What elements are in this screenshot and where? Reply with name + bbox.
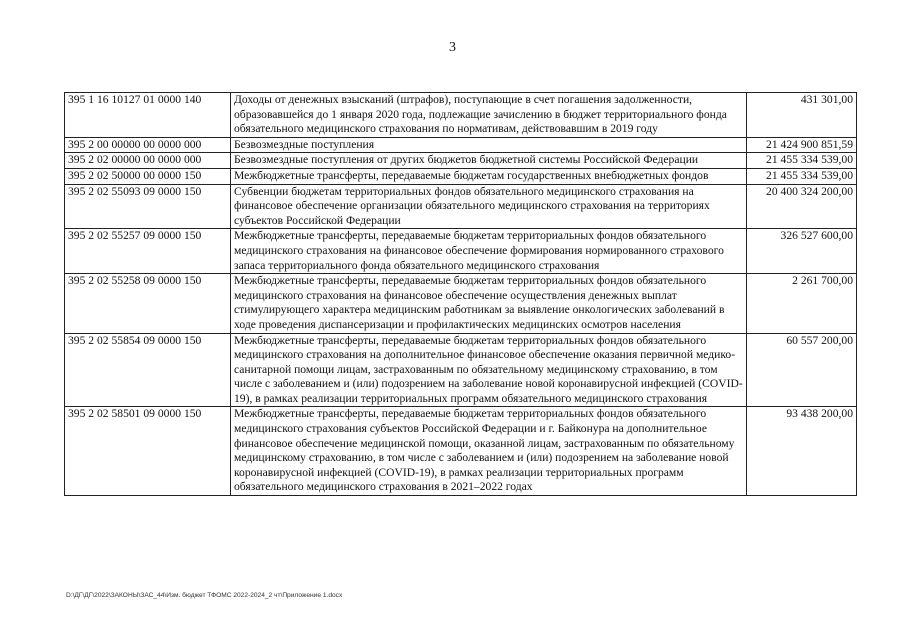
budget-code-cell: 395 2 02 55854 09 0000 150 xyxy=(65,333,231,407)
budget-code-cell: 395 2 02 00000 00 0000 000 xyxy=(65,153,231,169)
document-file-path: D:\ДГ\ДГ\2022\ЗАКОНЫ\ЗАС_44\Изм. бюджет ТФОМС 2022-2024_2 чт\Приложение 1.docx xyxy=(66,592,343,599)
revenue-name-cell: Межбюджетные трансферты, передаваемые бюджетам территориальных фондов обязательного медицинского страхования на дополнительное финансовое обеспечение оказания первичной медико-санитарной помощи лицам, застрахованным по обязательному медицинскому страхованию, в том числе с заболеванием и (или) подозрением на заболевание новой коронавирусной инфекцией (COVID-19), в рамках реализации территориальных программ обязательного медицинского страхования xyxy=(231,333,747,407)
amount-cell: 431 301,00 xyxy=(747,93,857,138)
budget-code-cell: 395 2 00 00000 00 0000 000 xyxy=(65,137,231,153)
amount-cell: 60 557 200,00 xyxy=(747,333,857,407)
amount-cell: 21 455 334 539,00 xyxy=(747,153,857,169)
table-row xyxy=(65,168,857,184)
revenue-name-cell: Межбюджетные трансферты, передаваемые бюджетам территориальных фондов обязательного медицинского страхования субъектов Российской Федерации и г. Байконура на дополнительное финансовое обеспечение медицинской помощи, оказанной лицам, застрахованным по обязательному медицинскому страхованию, в том числе с заболеванием и (или) подозрением на заболевание новой коронавирусной инфекцией (COVID-19), в рамках реализации территориальных программ обязательного медицинского страхования в 2021–2022 годах xyxy=(231,407,747,496)
table-row xyxy=(65,333,857,407)
budget-code-cell: 395 1 16 10127 01 0000 140 xyxy=(65,93,231,138)
table-row xyxy=(65,274,857,333)
table-row xyxy=(65,184,857,229)
table-row xyxy=(65,407,857,496)
revenue-name-cell: Межбюджетные трансферты, передаваемые бюджетам территориальных фондов обязательного медицинского страхования на финансовое обеспечение формирования нормированного страхового запаса территориального фонда обязательного медицинского страхования xyxy=(231,229,747,274)
budget-code-cell: 395 2 02 55093 09 0000 150 xyxy=(65,184,231,229)
budget-code-cell: 395 2 02 55257 09 0000 150 xyxy=(65,229,231,274)
table-row xyxy=(65,153,857,169)
budget-code-cell: 395 2 02 50000 00 0000 150 xyxy=(65,168,231,184)
page-number: 3 xyxy=(449,40,456,55)
amount-cell: 21 424 900 851,59 xyxy=(747,137,857,153)
amount-cell: 326 527 600,00 xyxy=(747,229,857,274)
revenue-name-cell: Безвозмездные поступления xyxy=(231,137,747,153)
revenue-name-cell: Доходы от денежных взысканий (штрафов), поступающие в счет погашения задолженности, образовавшейся до 1 января 2020 года, подлежащие зачислению в бюджет территориального фонда обязательного медицинского страхования по нормативам, действовавшим в 2019 году xyxy=(231,93,747,138)
amount-cell: 20 400 324 200,00 xyxy=(747,184,857,229)
table-row xyxy=(65,229,857,274)
amount-cell: 21 455 334 539,00 xyxy=(747,168,857,184)
revenue-name-cell: Безвозмездные поступления от других бюджетов бюджетной системы Российской Федерации xyxy=(231,153,747,169)
budget-code-cell: 395 2 02 55258 09 0000 150 xyxy=(65,274,231,333)
amount-cell: 2 261 700,00 xyxy=(747,274,857,333)
table-row xyxy=(65,137,857,153)
budget-code-cell: 395 2 02 58501 09 0000 150 xyxy=(65,407,231,496)
budget-revenue-table xyxy=(64,92,857,496)
revenue-name-cell: Межбюджетные трансферты, передаваемые бюджетам государственных внебюджетных фондов xyxy=(231,168,747,184)
revenue-name-cell: Межбюджетные трансферты, передаваемые бюджетам территориальных фондов обязательного медицинского страхования на финансовое обеспечение осуществления денежных выплат стимулирующего характера медицинским работникам за выявление онкологических заболеваний в ходе проведения диспансеризации и профилактических медицинских осмотров населения xyxy=(231,274,747,333)
revenue-name-cell: Субвенции бюджетам территориальных фондов обязательного медицинского страхования на финансовое обеспечение организации обязательного медицинского страхования на территориях субъектов Российской Федерации xyxy=(231,184,747,229)
table-row xyxy=(65,93,857,138)
amount-cell: 93 438 200,00 xyxy=(747,407,857,496)
